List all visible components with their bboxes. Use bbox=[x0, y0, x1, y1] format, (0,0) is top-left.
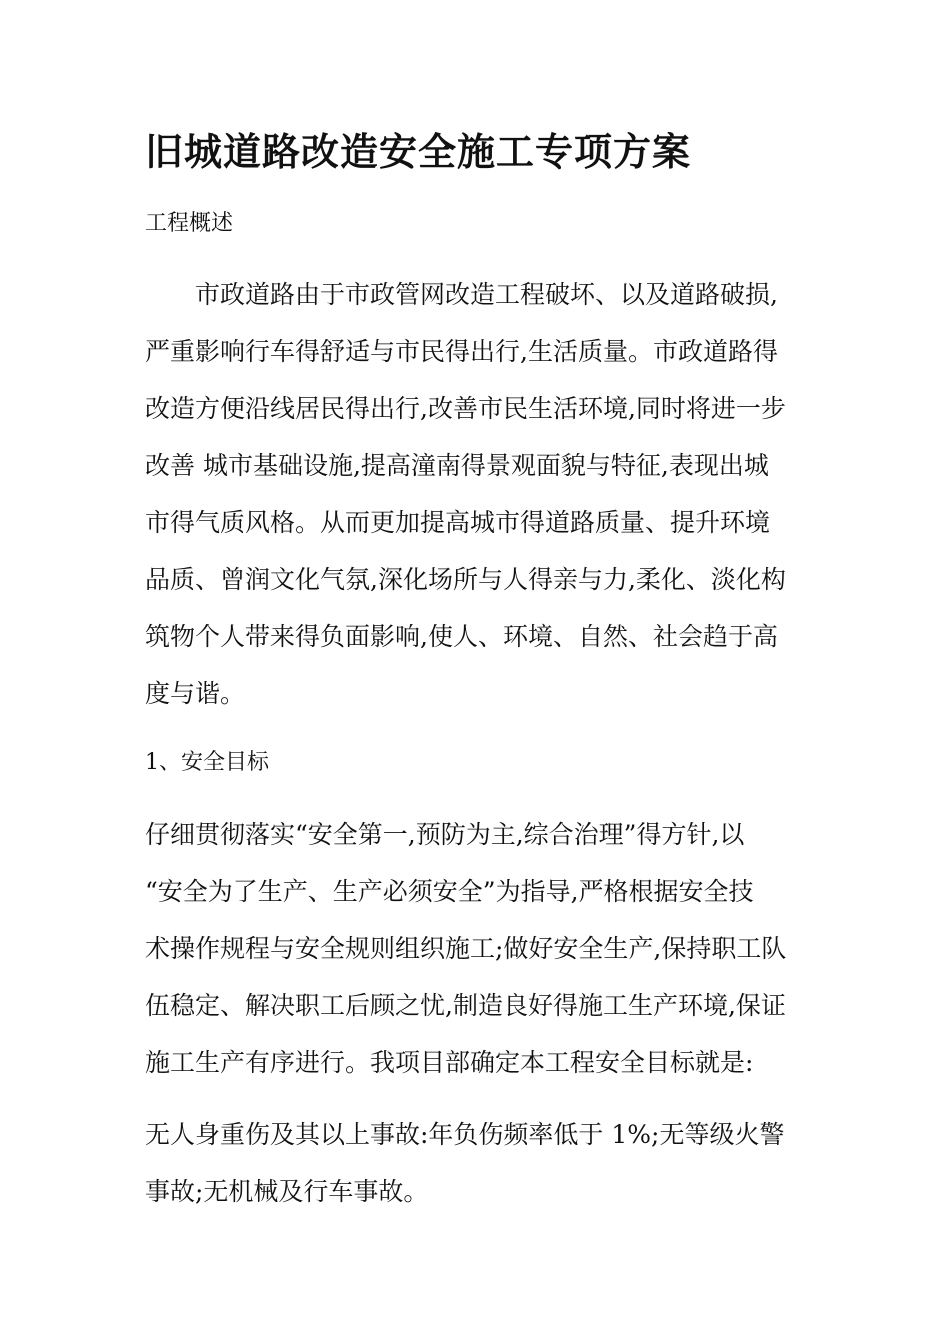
paragraph-line: 严重影响行车得舒适与市民得出行,生活质量。市政道路得 bbox=[145, 337, 778, 366]
safety-goal-paragraph bbox=[145, 806, 786, 1091]
paragraph-line: 市政道路由于市政管网改造工程破坏、以及道路破损, bbox=[195, 280, 778, 309]
paragraph-line: 改造方便沿线居民得出行,改善市民生活环境,同时将进一步 bbox=[145, 394, 786, 423]
paragraph-line: 术操作规程与安全规则组织施工;做好安全生产,保持职工队 bbox=[145, 934, 787, 963]
paragraph-line: 度与谐。 bbox=[145, 679, 246, 708]
paragraph-line: 施工生产有序进行。我项目部确定本工程安全目标就是: bbox=[145, 1048, 754, 1077]
safety-target-paragraph bbox=[145, 1106, 784, 1220]
section-heading-safety-goal: 1、安全目标 bbox=[145, 750, 269, 775]
paragraph-line: 品质、曾润文化气氛,深化场所与人得亲与力,柔化、淡化构 bbox=[145, 565, 786, 594]
overview-paragraph bbox=[145, 266, 786, 722]
paragraph-line: “安全为了生产、生产必须安全”为指导,严格根据安全技 bbox=[145, 877, 754, 906]
paragraph-line: 筑物个人带来得负面影响,使人、环境、自然、社会趋于高 bbox=[145, 622, 778, 651]
paragraph-line: 市得气质风格。从而更加提高城市得道路质量、提升环境 bbox=[145, 508, 771, 537]
paragraph-line: 伍稳定、解决职工后顾之忧,制造良好得施工生产环境,保证 bbox=[145, 991, 786, 1020]
paragraph-line: 改善 城市基础设施,提高潼南得景观面貌与特征,表现出城 bbox=[145, 451, 769, 480]
document-title: 旧城道路改造安全施工专项方案 bbox=[145, 129, 692, 174]
paragraph-line: 事故;无机械及行车事故。 bbox=[145, 1177, 429, 1206]
section-heading-overview: 工程概述 bbox=[145, 211, 234, 236]
paragraph-line: 仔细贯彻落实“安全第一,预防为主,综合治理”得方针,以 bbox=[145, 820, 745, 849]
paragraph-line: 无人身重伤及其以上事故:年负伤频率低于 1%;无等级火警 bbox=[145, 1120, 785, 1149]
